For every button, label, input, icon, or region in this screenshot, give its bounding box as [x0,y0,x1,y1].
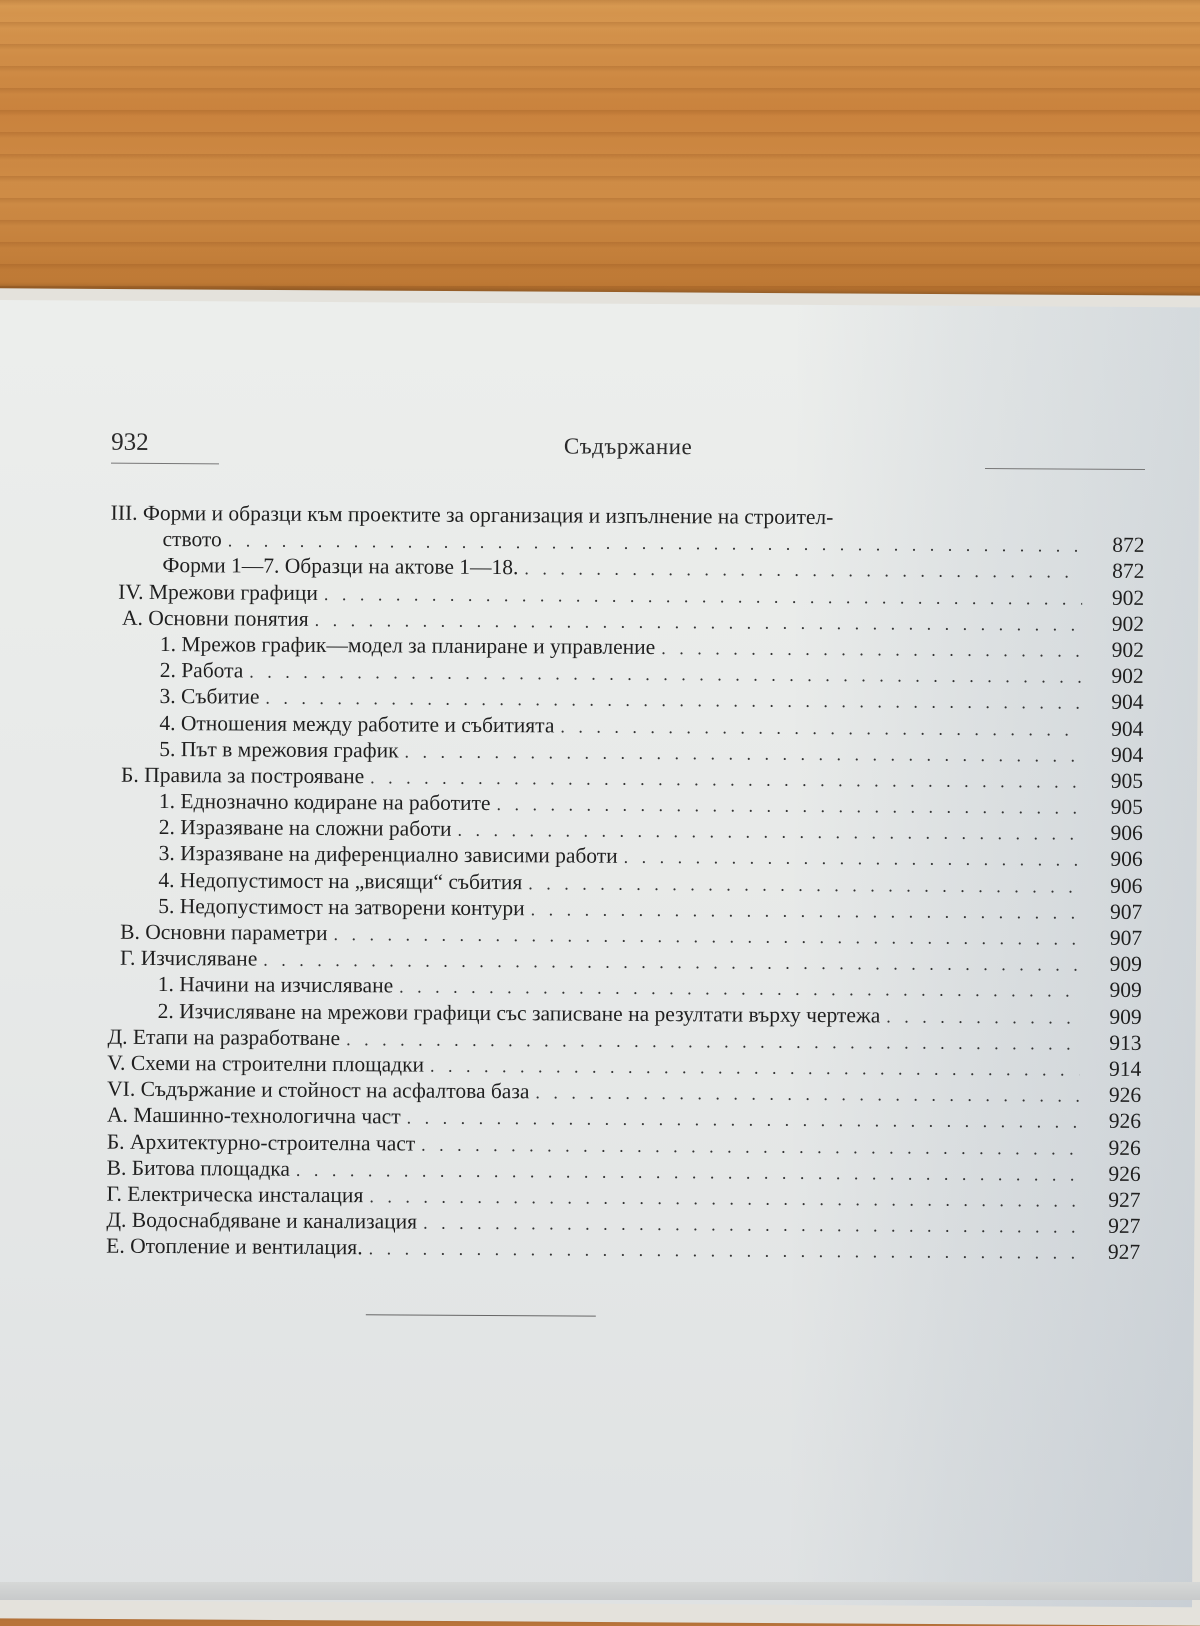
toc-entry-page: 909 [1109,978,1142,1003]
toc-entry-page: 872 [1112,559,1145,584]
toc-entry-marker: IV. [118,579,144,604]
toc-entry-text: 5. Недопустимост на затворени контури [158,893,525,921]
running-title: Съдържание [563,433,693,460]
toc-entry-page: 907 [1109,899,1143,924]
toc-entry-marker: Д. [107,1024,128,1049]
toc-entry-text: 5. Път в мрежовия график [159,736,399,763]
toc-entry-text: Отопление и вентилация. [130,1234,363,1260]
toc-entry-marker: III. [110,500,138,525]
toc-entry-marker: Д. [106,1207,127,1232]
header-rule-right [985,468,1145,470]
toc-entry-label [158,999,887,1028]
toc-entry-label [107,1051,430,1078]
toc-entry-label [159,789,497,816]
toc-entry-page: 904 [1111,690,1144,715]
toc-entry-label [121,763,370,790]
toc-entry-page: 906 [1110,873,1143,898]
toc-entry-text: Основни параметри [145,919,328,946]
toc-entry-marker: Г. [106,1181,123,1206]
dot-leader [624,847,1081,871]
toc-entry-text: Мрежови графици [148,579,319,605]
toc-entry-marker: Г. [119,945,136,971]
page-header [111,429,1145,471]
toc-entry-text: Машинно-технологична част [133,1103,401,1129]
toc-entry-text: Електрическа инсталация [127,1181,364,1208]
toc-entry-text: 2. Изразяване на сложни работи [158,815,452,842]
toc-entry-text: Етапи на разработване [132,1024,341,1050]
toc-entry-text: ството [162,527,222,552]
toc-entry-text: Битова площадка [131,1155,291,1181]
toc-entry-label [159,815,458,842]
page-number: 932 [111,428,149,456]
toc-entry-text: Форми 1—7. Образци на актове 1—18. [162,553,519,580]
toc-entry-label [160,684,266,710]
toc-entry-label [106,1234,369,1261]
toc-entry-label [107,1024,346,1050]
dot-leader [370,767,1081,792]
toc-entry-label [120,946,263,972]
dot-leader [346,1029,1079,1054]
toc-entry-text: Схеми на строителни площадки [130,1050,425,1077]
toc-entry-label [160,632,662,660]
toc-entry-page: 902 [1111,637,1144,662]
toc-entry-label [107,1077,535,1105]
toc-entry-text: 3. Събитие [159,684,260,709]
toc-entry-marker: В. [120,919,140,944]
toc-entry-text: Изчисляване [140,946,258,971]
toc-entry-page: 927 [1108,1213,1141,1239]
dot-leader [423,1213,1078,1238]
toc-entry-text: 2. Изчисляване на мрежови графици със записване на резултати върху чертежа [157,998,881,1027]
toc-entry-page: 926 [1108,1082,1142,1108]
toc-entry-text: Правила за построяване [144,762,365,789]
header-rule-left [111,463,219,465]
dot-leader [369,1186,1078,1211]
dot-leader [405,741,1082,766]
end-rule [366,1314,596,1316]
toc-entry-label [158,972,400,998]
toc-entry-page: 902 [1111,663,1144,689]
toc-entry-text: 2. Работа [159,658,244,683]
dot-leader [457,820,1080,845]
toc-entry-page: 904 [1110,742,1144,767]
toc-entry-label [162,527,227,552]
toc-entry-label [159,737,404,763]
toc-entry-label [158,894,530,921]
toc-entry-page: 927 [1108,1187,1141,1212]
toc-entry-page: 906 [1110,847,1143,872]
toc-entry-label [159,710,560,737]
dot-leader [399,977,1080,1002]
toc-entry-marker: Б. [121,762,139,787]
dot-leader [369,1239,1079,1264]
dot-leader [528,873,1080,897]
toc-entry-text: Водоснабдяване и канализация [131,1207,418,1234]
dot-leader [407,1108,1079,1133]
toc-entry-text: 1. Мрежов график—модел за планиране и управление [159,631,656,659]
dot-leader [886,1006,1079,1028]
dot-leader [535,1082,1079,1106]
toc-entry-label [107,1155,296,1181]
dot-leader [315,610,1083,636]
toc-entry-text: 1. Еднозначно кодиране на работите [158,789,491,816]
toc-entry-label [158,868,528,895]
toc-entry-label [118,579,324,605]
toc-entry-label [106,1208,423,1235]
toc-entry-page: 926 [1108,1109,1142,1134]
toc-entry-label [160,658,250,684]
toc-entry-page: 926 [1108,1135,1141,1160]
toc-entry-marker: Е. [106,1233,125,1259]
dot-leader [421,1134,1079,1159]
toc-entry-label [122,606,315,632]
dot-leader [524,559,1082,583]
toc-entry-text: Основни понятия [148,605,309,631]
toc-entry-page: 906 [1110,821,1143,846]
toc-entry-page: 902 [1111,585,1145,610]
dot-leader [296,1160,1079,1186]
toc-entry-page: 872 [1112,532,1145,558]
dot-leader [263,950,1080,976]
table-of-contents [106,501,1145,1267]
toc-entry-page: 927 [1107,1240,1141,1265]
toc-entry-text: 4. Недопустимост на „висящи“ събития [158,867,523,894]
dot-leader [496,794,1081,819]
dot-leader [661,638,1082,662]
toc-entry-label [107,1129,422,1156]
dot-leader [228,531,1083,557]
dot-leader [531,899,1081,923]
toc-entry-marker: V. [107,1050,126,1075]
toc-entry [106,1234,1140,1267]
toc-entry-label [106,1182,369,1209]
toc-entry-text: Форми и образци към проектите за организация и изпълнение на строител- [142,500,834,530]
dot-leader [265,688,1081,714]
toc-entry-text: Архитектурно-строителна част [129,1129,416,1156]
toc-entry-text: 1. Начини на изчисляване [157,972,394,998]
dot-leader [249,662,1082,688]
toc-entry-label [120,920,334,946]
toc-entry-marker: Б. [106,1129,125,1154]
dot-leader [430,1056,1079,1081]
cover-edge [0,1582,1200,1600]
dot-leader [324,584,1082,610]
toc-entry-marker: А. [106,1102,129,1128]
toc-entry-marker: В. [106,1155,127,1180]
toc-entry-page: 902 [1111,611,1145,636]
book-page [0,300,1200,1607]
toc-entry-label [159,841,624,869]
toc-entry-page: 905 [1110,768,1144,793]
toc-entry-page: 914 [1109,1056,1142,1081]
toc-entry-page: 909 [1109,1004,1142,1029]
toc-entry-page: 904 [1111,716,1144,741]
toc-entry-page: 926 [1108,1161,1141,1186]
dot-leader [560,716,1081,740]
dot-leader [333,924,1080,950]
toc-entry-label [111,501,840,530]
toc-entry-text: Съдържание и стойност на асфалтова база [140,1076,530,1104]
wooden-table-background [0,0,1200,320]
toc-entry-label [162,553,524,580]
toc-entry-text: 3. Изразяване на диференциално зависими работи [158,841,618,869]
toc-entry-page: 913 [1109,1030,1142,1055]
toc-entry-page: 907 [1109,925,1143,950]
toc-entry-label [107,1103,407,1130]
toc-entry-page: 909 [1109,951,1143,977]
toc-entry-page: 905 [1110,794,1143,820]
toc-entry-text: 4. Отношения между работите и събитията [159,710,555,737]
toc-entry-marker: А. [121,605,144,630]
toc-entry-marker: VI. [107,1076,136,1101]
